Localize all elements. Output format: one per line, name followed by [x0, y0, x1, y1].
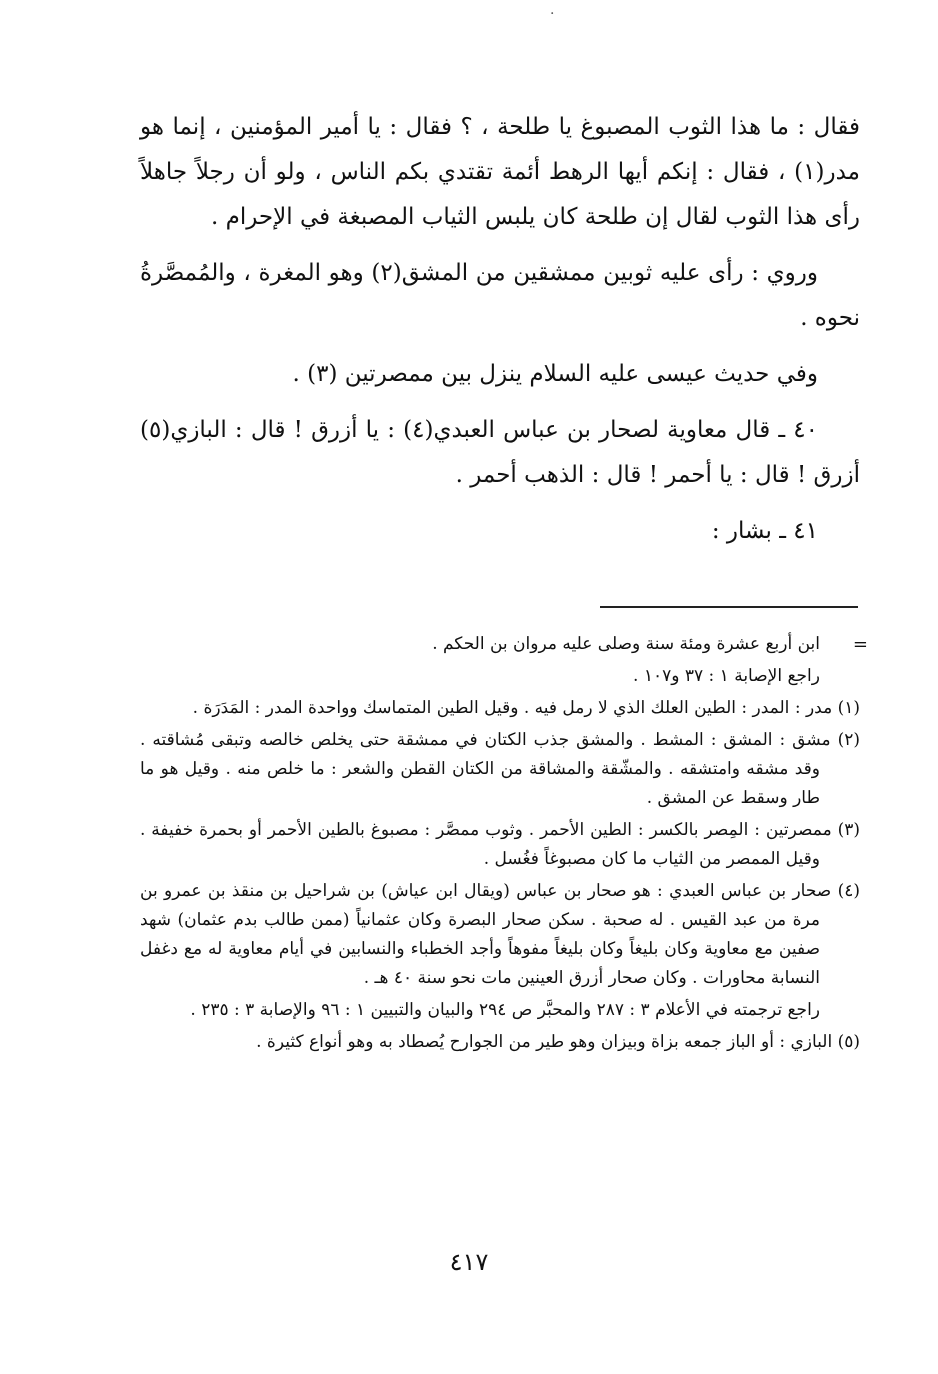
paragraph-isa: وفي حديث عيسى عليه السلام ينزل بين ممصرتين (٣) .: [292, 361, 818, 387]
footnote-3: (٣) ممصرتين : المِصر بالكسر : الطين الأحمر . وثوب ممصَّر : مصبوغ بالطين الأحمر أو بحمرة خفيفة . وقيل الممصر من الثياب ما كان مصبوغاً فغُسل .: [140, 820, 860, 869]
paragraph-40: ٤٠ ـ قال معاوية لصحار بن عباس العبدي(٤) : يا أزرق ! قال : البازي(٥) أزرق ! قال : يا أحمر ! قال : الذهب أحمر .: [140, 417, 860, 488]
footnote-4: (٤) صحار بن عباس العبدي : هو صحار بن عباس (ويقال ابن عياش) بن شراحيل بن منقذ بن عمرو بن مرة من عبد القيس . له صحبة . سكن صحار البصرة وكان عثمانياً (ممن طالب بدم عثمان) شهد صفين مع معاوية وكان بليغاً وكان بليغاً مفوهاً وأجد الخطباء والنسابين في أيام معاوية له مع دغفل النسابة محاورات . وكان صحار أزرق العينين مات نحو سنة ٤٠ هـ .: [140, 881, 860, 988]
paragraph-talha: فقال : ما هذا الثوب المصبوغ يا طلحة ، ؟ فقال : يا أمير المؤمنين ، إنما هو مدر(١) ، فقال : إنكم أيها الرهط أئمة تقتدي بكم الناس ، ولو أن رجلاً جاهلاً رأى هذا الثوب لقال إن طلحة كان يلبس الثياب المصبغة في الإحرام .: [140, 114, 860, 230]
paragraph-mashq: وروي : رأى عليه ثوبين ممشقين من المشق(٢) وهو المغرة ، والمُمصَّرةُ نحوه .: [140, 260, 860, 331]
footnote-1: (١) مدر : المدر : الطين العلك الذي لا رمل فيه . وقيل الطين المتماسك وواحدة المدر : المَدَرَة .: [192, 698, 860, 718]
page-number: ٤١٧: [449, 1248, 489, 1276]
footnote-4-reference: راجع ترجمته في الأعلام ٣ : ٢٨٧ والمحبَّر ص ٢٩٤ والبيان والتبيين ١ : ٩٦ والإصابة ٣ : ٢٣٥ .: [190, 1000, 820, 1020]
continuation-marker: =: [852, 634, 868, 655]
scan-speck: ·: [550, 6, 555, 22]
main-text: [140, 105, 860, 565]
footnotes: [140, 630, 860, 1060]
footnote-5: (٥) البازي : أو الباز جمعه بزاة وبيزان وهو طير من الجوارح يُصطاد به وهو أنواع كثيرة .: [256, 1032, 860, 1052]
footnote-continuation-2: راجع الإصابة ١ : ٣٧ و١٠٧ .: [633, 666, 820, 686]
footnote-continuation-1: ابن أربع عشرة ومئة سنة وصلى عليه مروان بن الحكم .: [432, 634, 820, 654]
paragraph-41: ٤١ ـ بشار :: [711, 518, 818, 544]
footnote-separator: [600, 606, 858, 608]
footnote-2: (٢) مشق : المشق : المشط . والمشق جذب الكتان في ممشقة حتى يخلص خالصه وتبقى مُشاقته . وقد مشقه وامتشقه . والمشّقة والمشاقة من الكتان القطن والشعر : ما خلص منه . وقيل هو ما طار وسقط عن المشق .: [140, 730, 860, 808]
